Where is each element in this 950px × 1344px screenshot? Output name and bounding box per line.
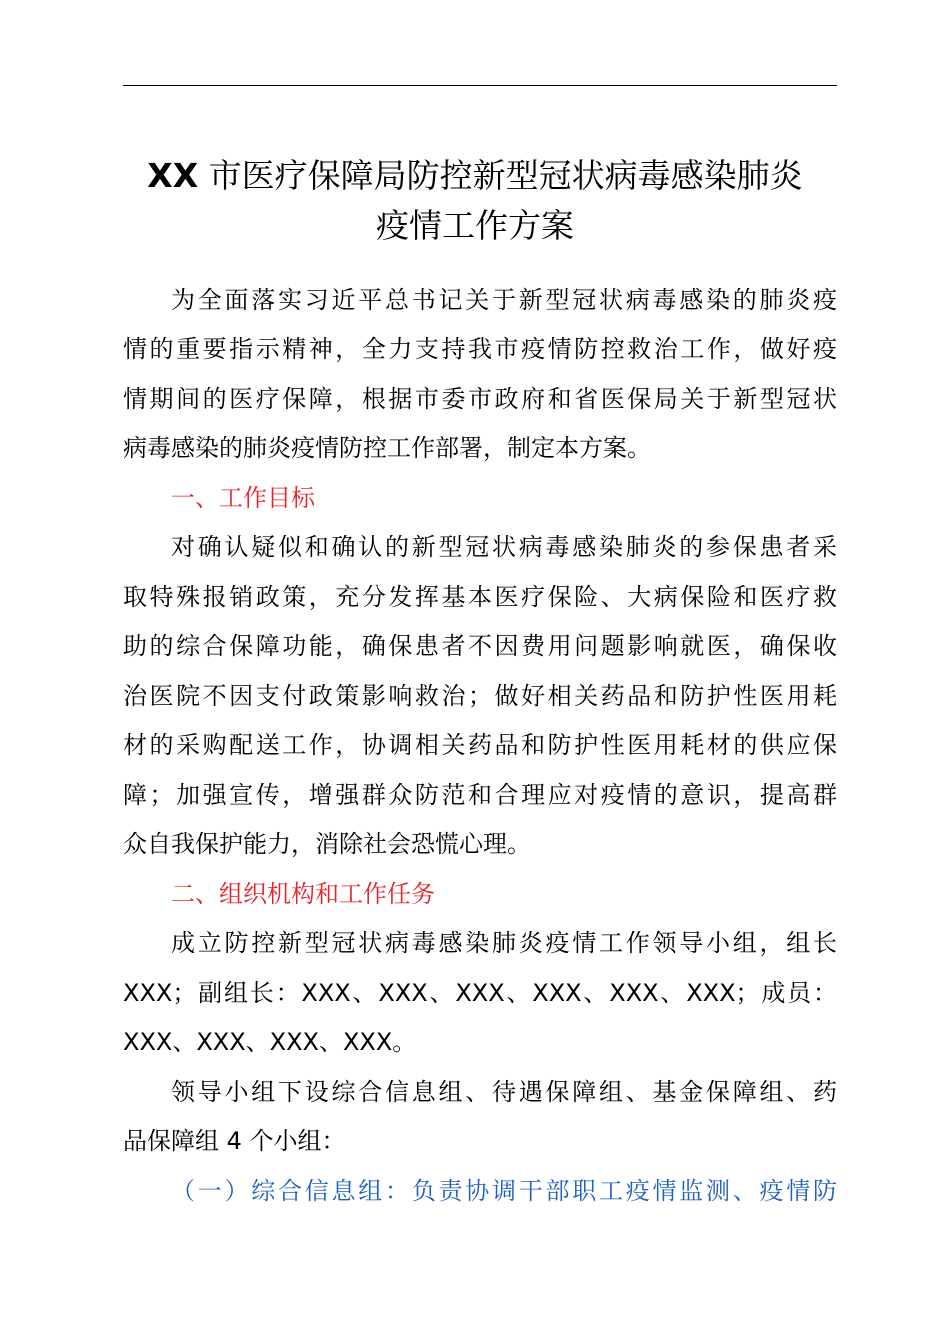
- paragraph-2-line: 治医院不因支付政策影响救治；做好相关药品和防护性医用耗: [123, 682, 837, 710]
- paragraph-2-line: 助的综合保障功能，确保患者不因费用问题影响就医，确保收: [123, 632, 837, 660]
- paragraph-1-line: 病毒感染的肺炎疫情防控工作部署，制定本方案。: [123, 434, 651, 462]
- document-title-line-2: 疫情工作方案: [376, 206, 574, 245]
- paragraph-4-line: 品保障组 4 个小组：: [123, 1127, 346, 1155]
- paragraph-2-line: 取特殊报销政策，充分发挥基本医疗保险、大病保险和医疗救: [123, 583, 837, 611]
- paragraph-2-line: 材的采购配送工作，协调相关药品和防护性医用耗材的供应保: [123, 731, 837, 759]
- subsection-heading-1: （一）综合信息组：负责协调干部职工疫情监测、疫情防: [171, 1177, 837, 1205]
- paragraph-1-line: 为全面落实习近平总书记关于新型冠状病毒感染的肺炎疫: [171, 286, 837, 314]
- document-title-line-1: [100, 150, 850, 202]
- title-line-1-text: 市医疗保障局防控新型冠状病毒感染肺炎: [198, 156, 803, 195]
- section-heading-2: 二、组织机构和工作任务: [171, 880, 435, 908]
- paragraph-3-line: 成立防控新型冠状病毒感染肺炎疫情工作领导小组，组长: [171, 929, 837, 957]
- paragraph-1-line: 情期间的医疗保障，根据市委市政府和省医保局关于新型冠状: [123, 385, 837, 413]
- section-heading-1: 一、工作目标: [171, 484, 315, 512]
- paragraph-3-line: XXX；副组长：XXX、XXX、XXX、XXX、XXX、XXX；成员：: [123, 979, 837, 1007]
- paragraph-2-line: 障；加强宣传，增强群众防范和合理应对疫情的意识，提高群: [123, 781, 837, 809]
- paragraph-2-line: 对确认疑似和确认的新型冠状病毒感染肺炎的参保患者采: [171, 533, 837, 561]
- header-rule: [123, 85, 837, 86]
- paragraph-4-line: 领导小组下设综合信息组、待遇保障组、基金保障组、药: [171, 1078, 837, 1106]
- title-prefix: XX: [147, 156, 199, 195]
- paragraph-2-line: 众自我保护能力，消除社会恐慌心理。: [123, 830, 531, 858]
- paragraph-3-line: XXX、XXX、XXX、XXX。: [123, 1028, 417, 1056]
- paragraph-1-line: 情的重要指示精神，全力支持我市疫情防控救治工作，做好疫: [123, 335, 837, 363]
